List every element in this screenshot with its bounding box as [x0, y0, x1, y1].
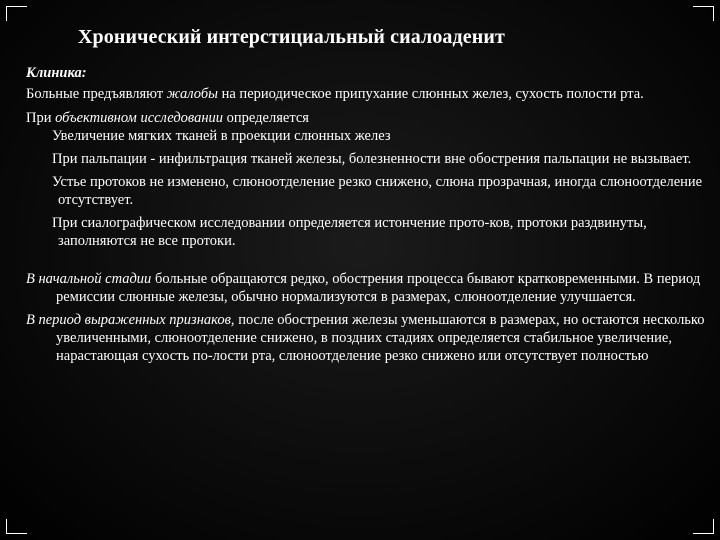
exam-rest: определяется: [223, 110, 309, 126]
advanced-stage-emphasis: В период выраженных признаков,: [26, 312, 235, 328]
complaints-paragraph: [26, 85, 706, 103]
frame-corner-top-left: [6, 6, 27, 21]
section-heading: Клиника:: [26, 65, 87, 81]
complaints-emphasis: жалобы: [166, 86, 218, 102]
finding-item: Увеличение мягких тканей в проекции слюнных желез: [52, 128, 391, 144]
exam-emphasis: объективном исследовании: [55, 110, 224, 126]
spacer: [26, 250, 706, 270]
slide-content: [26, 64, 706, 365]
initial-stage-emphasis: В начальной стадии: [26, 271, 152, 287]
finding-item: При пальпации - инфильтрация тканей железы, болезненности вне обострения пальпации не вызывает.: [52, 151, 692, 167]
slide-title: Хронический интерстициальный сиалоаденит: [78, 26, 505, 48]
exam-start: При: [26, 110, 56, 126]
frame-corner-bottom-right: [693, 519, 714, 534]
complaints-start: Больные предъявляют: [26, 86, 167, 102]
finding-item: Устье протоков не изменено, слюноотделение резко снижено, слюна прозрачная, иногда слюноотделение отсутствует.: [52, 174, 703, 208]
initial-stage-text: больные обращаются редко, обострения процесса бывают кратковременными. В период ремиссии слюнные железы, обычно нормализуются в размерах, слюноотделение улучшается.: [56, 271, 701, 305]
advanced-stage-paragraph: [26, 311, 706, 365]
frame-corner-bottom-left: [6, 519, 27, 534]
advanced-stage-text: после обострения железы уменьшаются в размерах, но остаются несколько увеличенными, слюноотделение снижено, в поздних стадиях определяется стабильное увеличение, нарастающая сухость по-лости рта, слюноотделение резко снижено или отсутствует полностью: [56, 312, 705, 364]
frame-corner-top-right: [693, 6, 714, 21]
initial-stage-paragraph: [26, 270, 706, 306]
exam-paragraph: [26, 109, 706, 127]
finding-item: При сиалографическом исследовании определяется истончение прото-ков, протоки раздвинуты, заполняются не все протоки.: [52, 215, 647, 249]
complaints-rest: на периодическое припухание слюнных желез, сухость полости рта.: [217, 86, 644, 102]
